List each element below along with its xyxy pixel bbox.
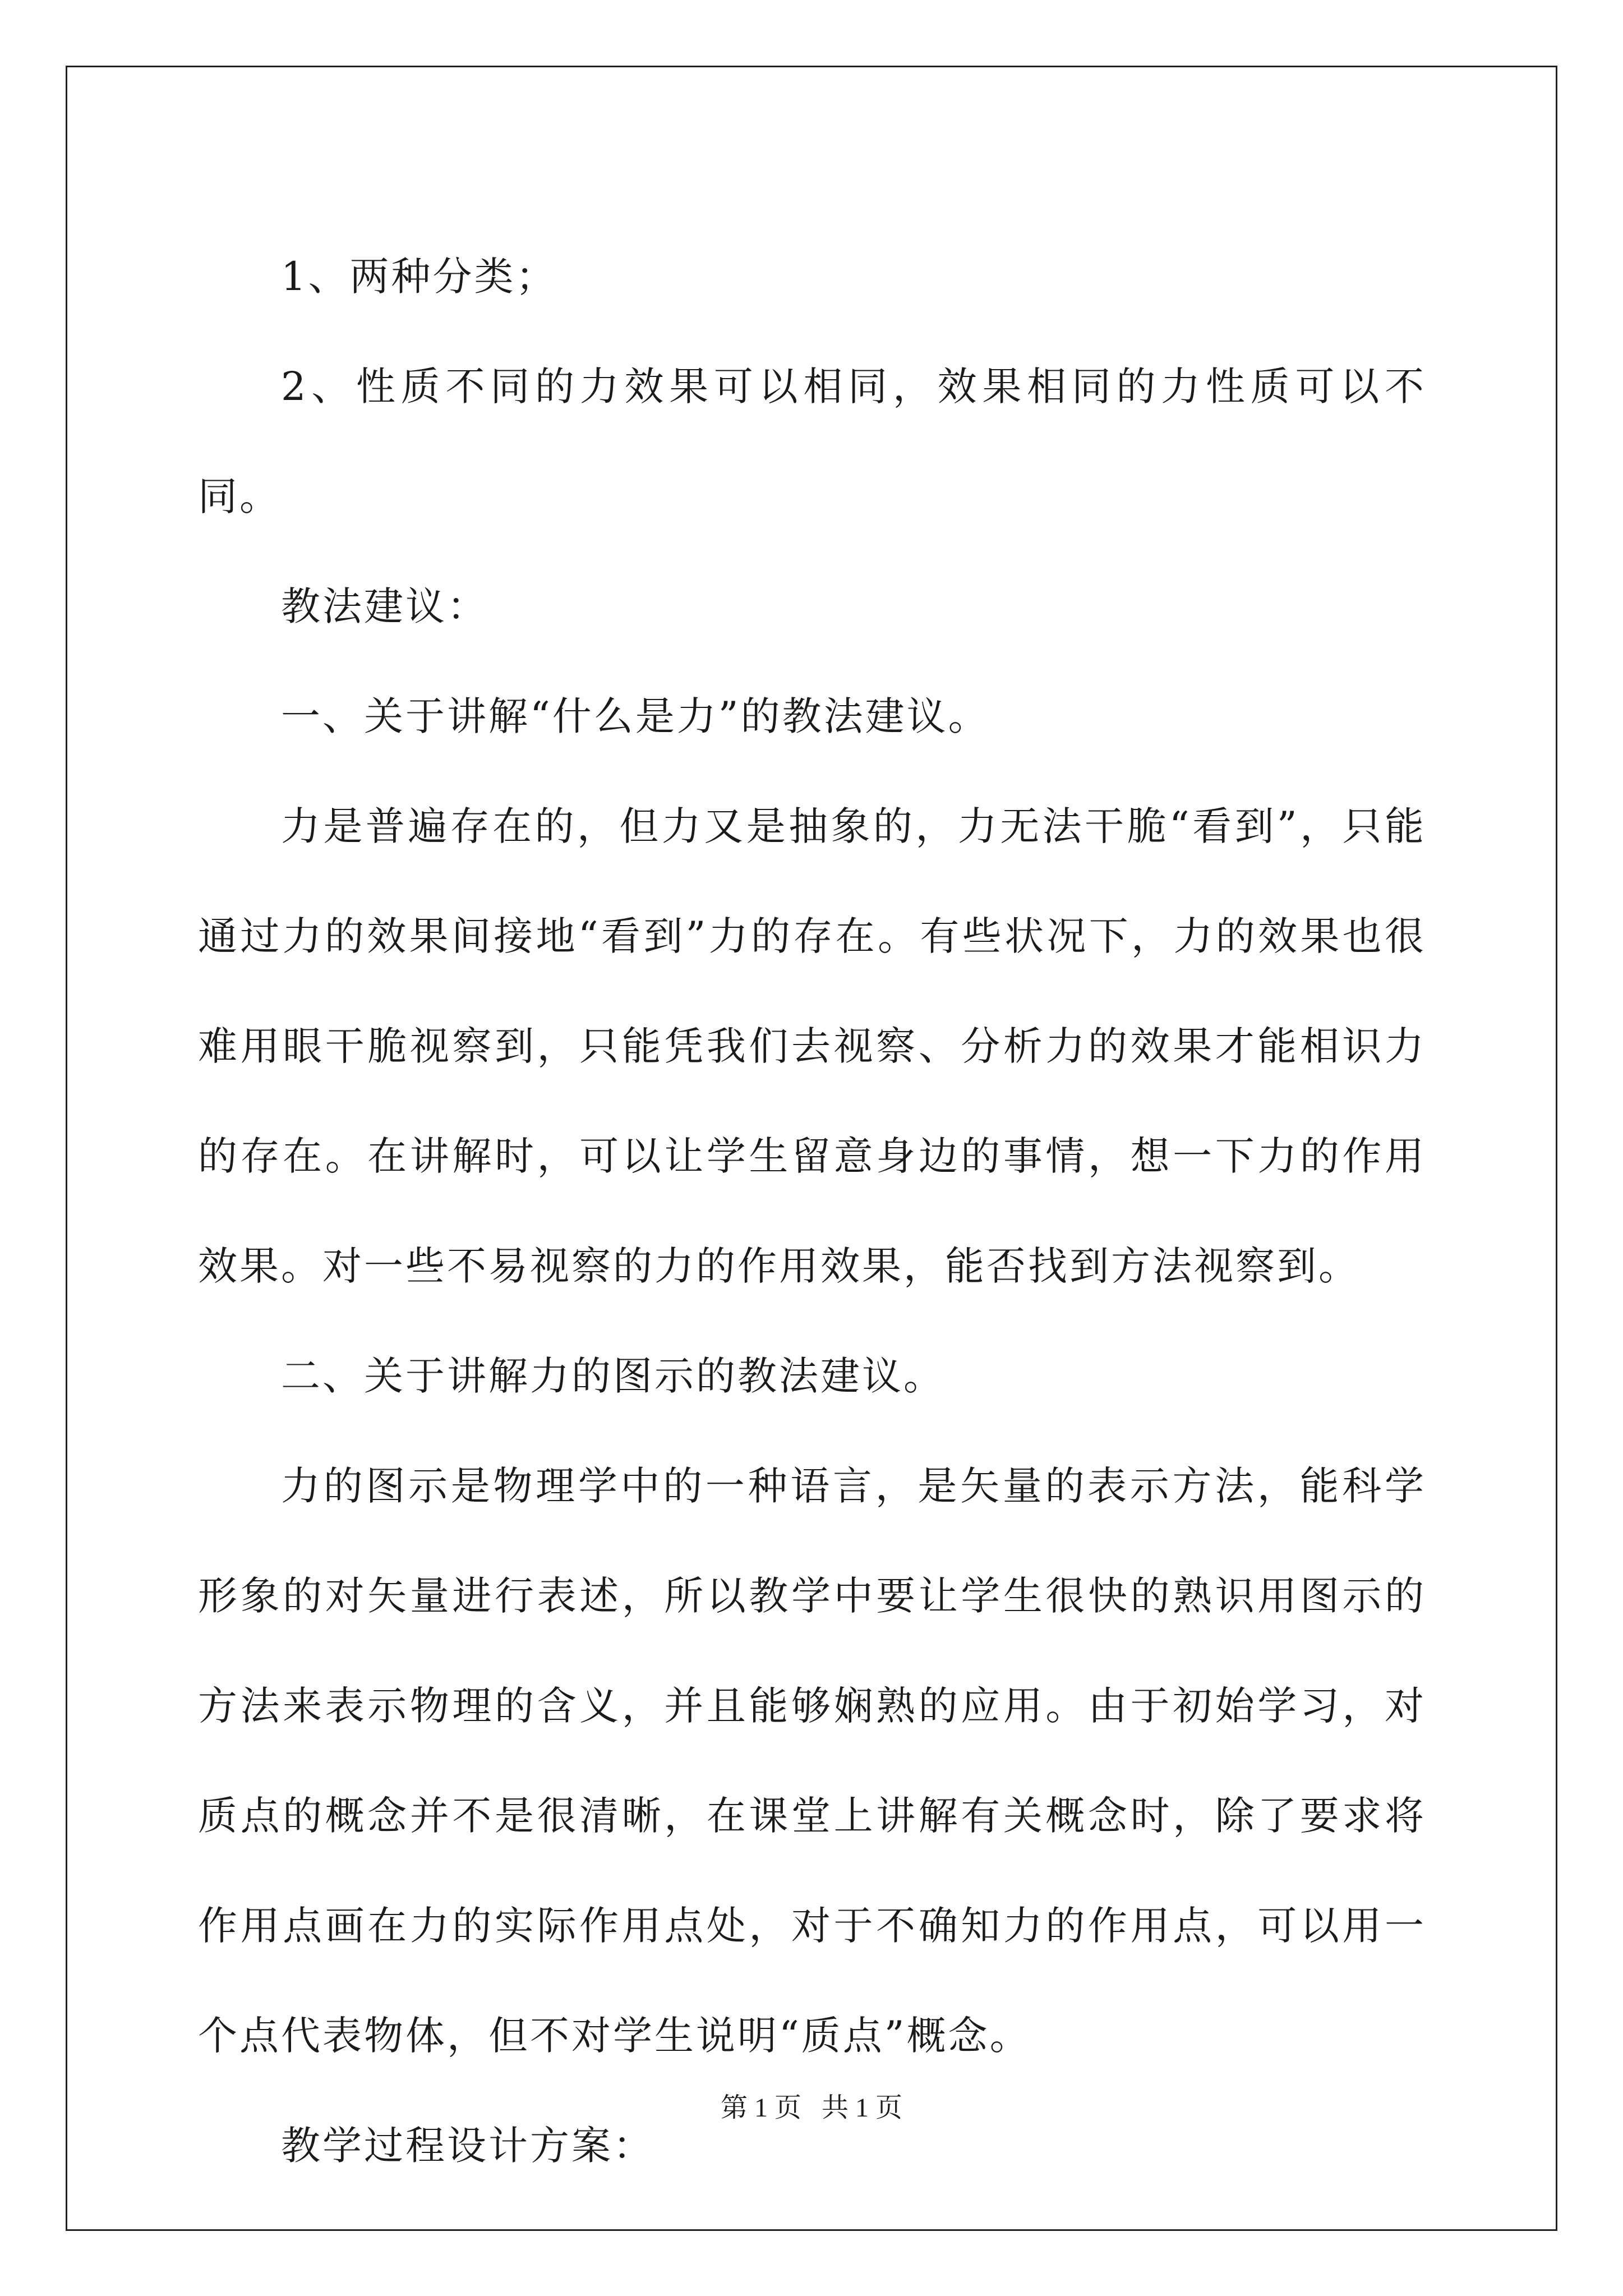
paragraph-classification: 1、两种分类； — [281, 254, 557, 300]
page-number-footer: 第 1 页 共 1 页 — [720, 2093, 902, 2123]
paragraph-force-explanation: 力是普遍存在的，但力又是抽象的，力无法干脆“看到”，只能通过力的效果间接地“看到”力的存在。有些状况下，力的效果也很难用眼干脆视察到，只能凭我们去视察、分析力的效果才能相识力的存在。在讲解时，可以让学生留意身边的事情，想一下力的作用效果。对一些不易视察的力的作用效果，能否找到方法视察到。 — [198, 803, 1426, 1289]
heading-what-is-force: 一、关于讲解“什么是力”的教法建议。 — [281, 693, 990, 739]
document-body — [198, 222, 1426, 2201]
heading-force-diagram: 二、关于讲解力的图示的教法建议。 — [281, 1353, 945, 1399]
heading-teaching-process: 教学过程设计方案： — [281, 2123, 654, 2169]
heading-teaching-suggestions: 教法建议： — [281, 583, 488, 629]
paragraph-force-nature: 2、性质不同的力效果可以相同，效果相同的力性质可以不同。 — [198, 364, 1426, 519]
paragraph-force-diagram: 力的图示是物理学中的一种语言，是矢量的表示方法，能科学形象的对矢量进行表述，所以教学中要让学生很快的熟识用图示的方法来表示物理的含义，并且能够娴熟的应用。由于初始学习，对质点的概念并不是很清晰，在课堂上讲解有关概念时，除了要求将作用点画在力的实际作用点处，对于不确知力的作用点，可以用一个点代表物体，但不对学生说明“质点”概念。 — [198, 1463, 1426, 2059]
